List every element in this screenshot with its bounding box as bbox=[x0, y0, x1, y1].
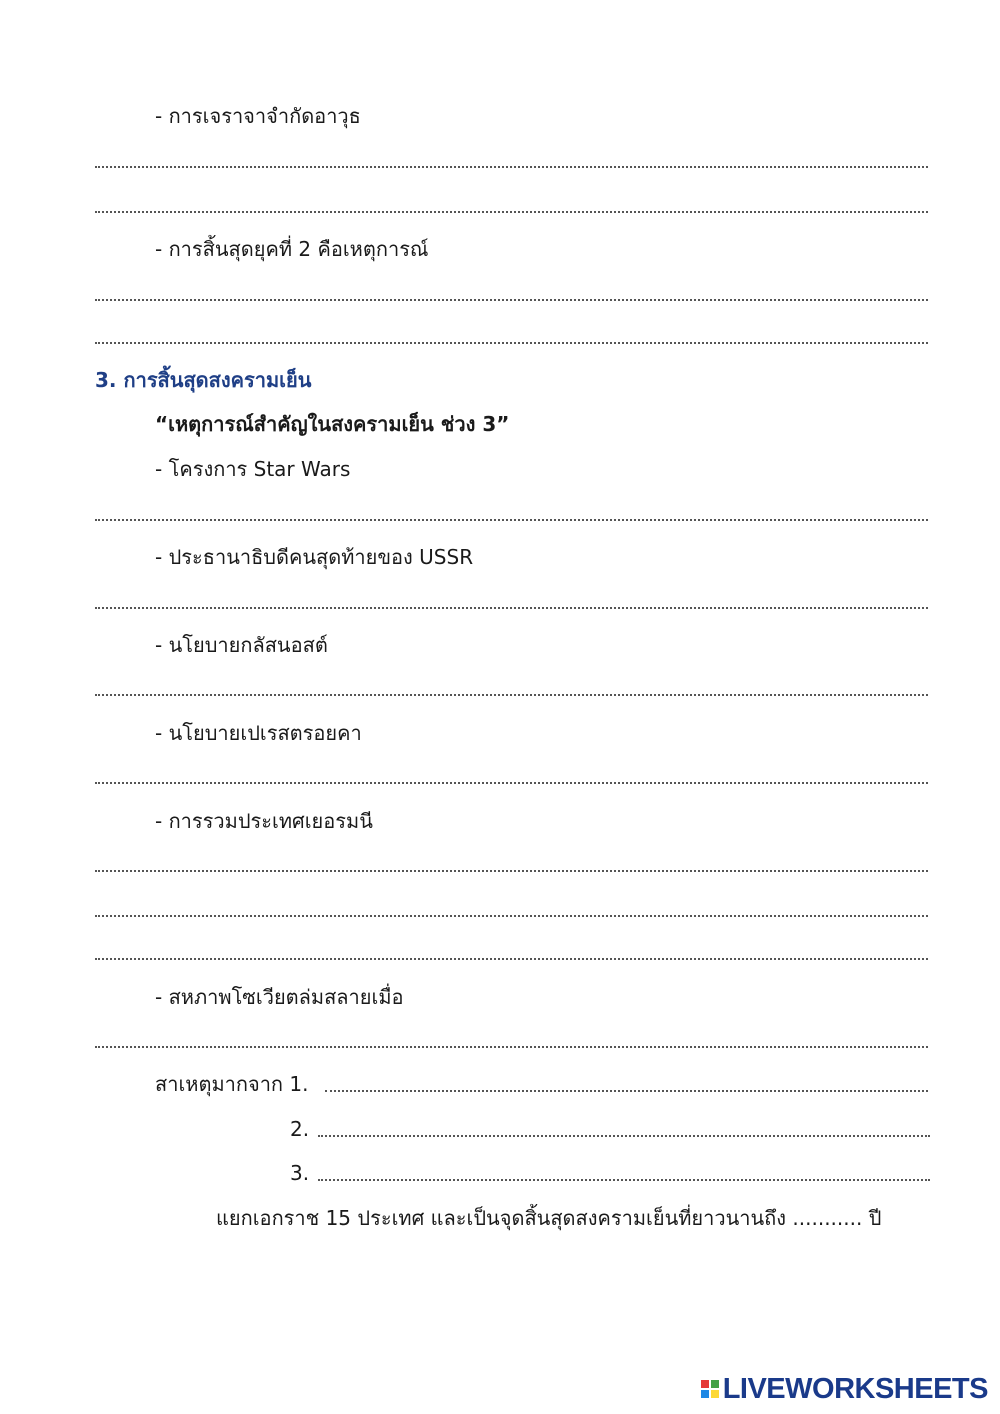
logo-text: LIVEWORKSHEETS bbox=[722, 1372, 988, 1405]
answer-line[interactable] bbox=[95, 915, 928, 917]
cause-label: สาเหตุมากจาก 1. bbox=[155, 1072, 309, 1096]
answer-line[interactable] bbox=[95, 607, 928, 609]
cause-2-answer-line[interactable] bbox=[318, 1135, 930, 1137]
cause-2-label: 2. bbox=[290, 1117, 310, 1141]
logo-mark-icon bbox=[701, 1380, 719, 1398]
last-president-prompt: - ประธานาธิบดีคนสุดท้ายของ USSR bbox=[155, 545, 474, 569]
germany-prompt: - การรวมประเทศเยอรมนี bbox=[155, 809, 373, 833]
arms-talks-prompt: - การเจราจาจำกัดอาวุธ bbox=[155, 104, 361, 128]
answer-line[interactable] bbox=[95, 1046, 928, 1048]
cause-1-answer-line[interactable] bbox=[325, 1090, 928, 1092]
independence-sentence: แยกเอกราช 15 ประเทศ และเป็นจุดสิ้นสุดสงครามเย็นที่ยาวนานถึง ........... ปี bbox=[216, 1206, 882, 1230]
answer-line[interactable] bbox=[95, 519, 928, 521]
answer-line[interactable] bbox=[95, 694, 928, 696]
perestroika-prompt: - นโยบายเปเรสตรอยคา bbox=[155, 721, 362, 745]
cause-3-answer-line[interactable] bbox=[318, 1179, 930, 1181]
answer-line[interactable] bbox=[95, 782, 928, 784]
cause-3-label: 3. bbox=[290, 1161, 310, 1185]
section3-subtitle: “เหตุการณ์สำคัญในสงครามเย็น ช่วง 3” bbox=[155, 412, 510, 436]
answer-line[interactable] bbox=[95, 958, 928, 960]
answer-line[interactable] bbox=[95, 166, 928, 168]
answer-line[interactable] bbox=[95, 870, 928, 872]
answer-line[interactable] bbox=[95, 211, 928, 213]
answer-line[interactable] bbox=[95, 342, 928, 344]
section3-heading: 3. การสิ้นสุดสงครามเย็น bbox=[95, 368, 312, 392]
liveworksheets-logo bbox=[701, 1373, 988, 1405]
soviet-collapse-prompt: - สหภาพโซเวียตล่มสลายเมื่อ bbox=[155, 985, 404, 1009]
star-wars-prompt: - โครงการ Star Wars bbox=[155, 457, 351, 481]
end-era2-prompt: - การสิ้นสุดยุคที่ 2 คือเหตุการณ์ bbox=[155, 237, 429, 261]
glasnost-prompt: - นโยบายกลัสนอสต์ bbox=[155, 633, 328, 657]
answer-line[interactable] bbox=[95, 299, 928, 301]
